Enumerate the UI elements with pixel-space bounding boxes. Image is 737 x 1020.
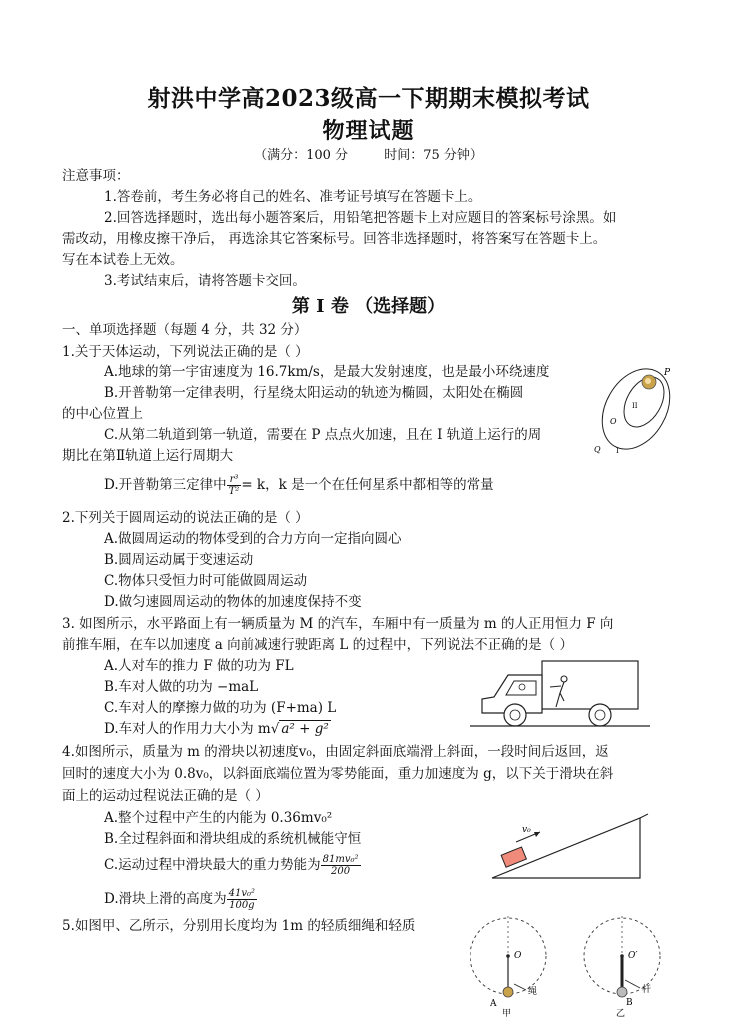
q3-option-d <box>104 719 331 739</box>
notice-item-2b: 需改动，用橡皮擦干净后， 再选涂其它答案标号。回答非选择题时，将答案写在答题卡上。 <box>62 231 607 247</box>
section-title: 第 I 卷 （选择题） <box>291 296 446 317</box>
q1-option-a: A.地球的第一宇宙速度为 16.7km/s，是最大发射速度，也是最小环绕速度 <box>104 364 550 380</box>
q4-option-a: A.整个过程中产生的内能为 0.36mv₀² <box>104 810 333 826</box>
exam-meta <box>0 144 737 163</box>
circular-motion-diagram <box>470 912 670 1018</box>
q4-stem-1: 4.如图所示，质量为 m 的滑块以初速度v₀，由固定斜面底端滑上斜面，一段时间后返回，返 <box>62 744 609 760</box>
label-b: B <box>626 998 633 1008</box>
q2-stem: 2.下列关于圆周运动的说法正确的是（ ） <box>62 510 309 526</box>
q2-option-c: C.物体只受恒力时可能做圆周运动 <box>104 573 308 589</box>
sqrt-radicand: a² + g² <box>281 721 329 737</box>
q1-option-d-rest: = k，k 是一个在任何星系中都相等的常量 <box>241 477 494 493</box>
label-ii: II <box>632 402 638 410</box>
q5-stem: 5.如图甲、乙所示，分别用长度均为 1m 的轻质细绳和轻质 <box>62 918 416 934</box>
label-yi: 乙 <box>616 1009 626 1018</box>
q1-option-b-cont: 的中心位置上 <box>62 406 143 422</box>
ball-a-icon <box>503 987 513 997</box>
front-wheel-icon <box>504 704 526 726</box>
slider-block-icon <box>501 847 526 867</box>
potential-fraction: $\frac{\text{81mv₀²}}{200}$ <box>322 854 359 877</box>
label-rod: 杆 <box>642 985 652 995</box>
label-o: O <box>514 951 522 961</box>
incline-diagram <box>490 812 650 884</box>
score-info: （满分：100 分 <box>254 148 349 163</box>
q4-option-c <box>104 854 361 877</box>
label-o: O <box>610 417 617 426</box>
q4-option-b: B.全过程斜面和滑块组成的系统机械能守恒 <box>104 831 362 847</box>
q4-stem-2: 回时的速度大小为 0.8v₀，以斜面底端位置为零势能面，重力加速度为 g，以下关于滑块在斜 <box>62 766 614 782</box>
q3-option-b: B.车对人做的功为 −maL <box>104 679 259 695</box>
q1-option-d <box>104 474 494 497</box>
notice-item-2c: 写在本试卷上无效。 <box>62 252 184 268</box>
exam-subtitle: 物理试题 <box>322 118 415 144</box>
orbit-diagram <box>586 362 686 462</box>
q2-option-b: B.圆周运动属于变速运动 <box>104 552 254 568</box>
part-heading: 一、单项选择题（每题 4 分，共 32 分） <box>62 322 308 338</box>
q1-option-c: C.从第二轨道到第一轨道，需要在 P 点点火加速，且在 I 轨道上运行的周 <box>104 427 542 443</box>
kepler-fraction: $\frac{\text{r³}}{\text{T²}}$ <box>228 474 240 497</box>
time-info: 时间：75 分钟） <box>384 148 483 163</box>
height-fraction: $\frac{\text{41v₀²}}{100g}$ <box>228 888 256 911</box>
ball-b-icon <box>617 987 627 997</box>
label-p: P <box>664 368 671 378</box>
q3-stem-2: 前推车厢，在车以加速度 a 向前减速行驶距离 L 的过程中，下列说法不正确的是（ ） <box>62 637 573 653</box>
q3-stem-1: 3. 如图所示，水平路面上有一辆质量为 M 的汽车，车厢中有一质量为 m 的人正用恒力 F 向 <box>62 616 614 632</box>
notice-item-3: 3.考试结束后，请将答题卡交回。 <box>104 273 306 289</box>
q4-option-d-text: D.滑块上滑的高度为 <box>104 891 227 907</box>
q3-option-a: A.人对车的推力 F 做的功为 FL <box>104 658 294 674</box>
incline-slope <box>492 818 640 878</box>
sqrt-sign: √ <box>270 721 280 737</box>
q1-option-c-cont: 期比在第Ⅱ轨道上运行周期大 <box>62 448 234 464</box>
rear-wheel-icon <box>589 704 611 726</box>
label-rope: 绳 <box>528 987 538 997</box>
q2-option-a: A.做圆周运动的物体受到的合力方向一定指向圆心 <box>104 531 402 547</box>
label-v0: v₀ <box>522 825 531 835</box>
notice-item-2a: 2.回答选择题时，选出每小题答案后，用铅笔把答题卡上对应题目的答案标号涂黑。如 <box>104 210 617 226</box>
q2-option-d: D.做匀速圆周运动的物体的加速度保持不变 <box>104 594 362 610</box>
label-o2: O′ <box>628 951 638 961</box>
q4-stem-3: 面上的运动过程说法正确的是（ ） <box>62 788 269 804</box>
q3-option-d-text: D.车对人的作用力大小为 m <box>104 721 271 737</box>
label-i: I <box>616 447 619 455</box>
q1-stem: 1.关于天体运动，下列说法正确的是（ ） <box>62 344 309 360</box>
exam-title: 射洪中学高2023级高一下期期末模拟考试 <box>147 85 590 112</box>
q1-option-b: B.开普勒第一定律表明，行星绕太阳运动的轨迹为椭圆，太阳处在椭圆 <box>104 385 524 401</box>
truck-diagram <box>470 655 660 735</box>
truck-cargo-box <box>542 661 638 709</box>
q3-option-c: C.车对人的摩擦力做的功为 (F+ma) L <box>104 700 337 716</box>
q1-option-d-text: D.开普勒第三定律中 <box>104 477 227 493</box>
q4-option-c-text: C.运动过程中滑块最大的重力势能为 <box>104 857 321 873</box>
notice-item-1: 1.答卷前，考生务必将自己的姓名、准考证号填写在答题卡上。 <box>104 189 482 205</box>
label-jia: 甲 <box>502 1009 512 1018</box>
q4-option-d <box>104 888 257 911</box>
label-a: A <box>490 999 497 1009</box>
notice-heading: 注意事项： <box>62 168 130 184</box>
label-q: Q <box>594 445 601 454</box>
